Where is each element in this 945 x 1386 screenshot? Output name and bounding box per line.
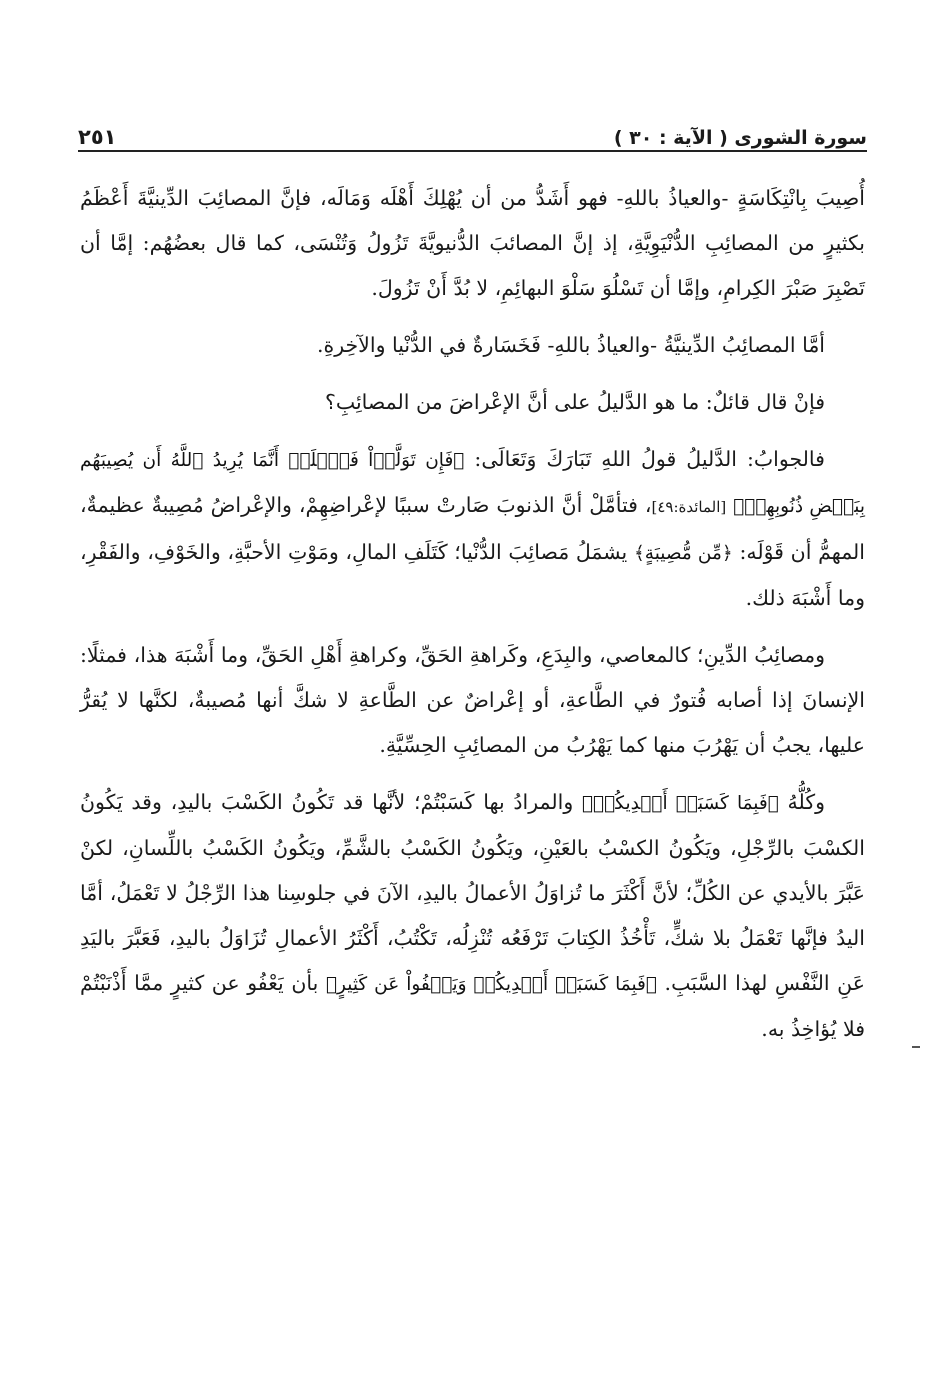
page-header [78, 108, 867, 148]
paragraph-3 [80, 380, 865, 425]
running-title: سورة الشورى ( الآية : ٣٠ ) [613, 127, 867, 149]
paragraph-text: أُصِيبَ بِانْتِكَاسَةٍ -والعياذُ باللهِ- فهو أَشَدُّ من أن يُهْلِكَ أَهْلَه وَمَالَه، فإنَّ المصائِبَ الدِّينيَّةَ أَعْظَمُ بكثيرٍ من المصائِبِ الدُّنْيَوِيَّةِ، إذ إنَّ المصائبَ الدُّنيويَّةَ تَزُولُ وَتُنْسَى، كما قال بعضُهُم: إمَّا أن تَصْبِرَ صَبْرَ الكِرامِ، وإمَّا أن تَسْلُوَ سَلْوَ البهائِمِ، لا بُدَّ أَنْ تَزُولَ. [80, 186, 865, 300]
paragraph-1 [80, 176, 865, 311]
paragraph-2 [80, 323, 865, 368]
page-body [80, 176, 865, 1064]
paragraph-text: ، فتأمَّلْ أنَّ الذنوبَ صَارتْ سببًا لإعْراضِهِمْ، والإعْراضُ مُصِيبةٌ عظيمةٌ، المهمُّ أن قَوْلَه: [80, 493, 865, 564]
paragraph-text: فإنْ قال قائلٌ: ما هو الدَّليلُ على أنَّ الإعْراضَ من المصائِبِ؟ [324, 390, 825, 414]
quran-verse: ﴿فَبِمَا كَسَبَتۡ أَيۡدِيكُمۡ﴾ [581, 793, 779, 814]
paragraph-text: ومصائِبُ الدِّينِ؛ كالمعاصي، والبِدَعِ، وكَراهةِ الحَقِّ، وكراهةِ أَهْلِ الحَقِّ، وما أَشْبَهَ هذا، فمثلًا: الإنسانَ إذا أصابه فُتورٌ في الطَّاعةِ، أو إعْراضٌ عن الطَّاعةِ لا شكَّ أنها مُصيبةٌ، لكنَّها لا يُقرُّ عليها، يجبُ أن يَهْرُبَ منها كما يَهْرُبُ من المصائِبِ الحِسِّيَّةِ. [80, 643, 865, 757]
paragraph-text: والمرادُ بها كَسَبْتُمْ؛ لأنَّها قد تَكُونُ الكَسْبَ باليدِ، وقد يَكُونُ الكسْبَ بالرِّجْلِ، ويَكُونُ الكسْبُ بالعَيْنِ، ويَكُونُ الكَسْبُ بالشَّمِّ، ويَكُونُ الكَسْبُ باللِّسانِ، لكنْ عَبَّرَ بالأيدي عن الكُلِّ؛ لأنَّ أَكْثَرَ ما تُزاوَلُ الأعمالُ باليدِ، الآنَ في جلوسِنا هذا الرِّجْلُ لا تَعْمَلُ، أمَّا اليدُ فإنَّها تَعْمَلُ بلا شكٍّ، تَأْخُذُ الكِتابَ تَرْفَعُه تُنْزِلُه، تَكْتُبُ، أَكْثَرُ الأعمالِ تُزَاوَلُ باليدِ، فَعَبَّرَ باليَدِ عَنِ النَّفْسِ لهذا السَّبَبِ. [80, 790, 865, 995]
header-rule [78, 150, 867, 152]
quran-verse: ﴿فَإِن تَوَلَّوۡاْ فَٱعۡلَمۡ أَنَّمَا يُرِيدُ ٱللَّهُ أَن يُصِيبَهُم بِبَعۡضِ ذُنُوبِهِمۡ﴾ [80, 450, 865, 517]
verse-reference: [المائدة:٤٩] [651, 498, 727, 516]
paragraph-5 [80, 633, 865, 768]
paragraph-4 [80, 437, 865, 621]
quran-verse: ﴿مِّن مُّصِيبَةٍ﴾ [633, 543, 733, 564]
paragraph-text: فالجوابُ: الدَّليلُ قولُ اللهِ تَبَارَكَ وَتَعَالَى: [474, 447, 825, 471]
paragraph-text: بأن يَعْفُو عن كثيرٍ ممَّا أَذْنَبْتُمْ فلا يُؤاخِذُ به. [80, 971, 865, 1041]
scan-margin-mark [912, 1046, 920, 1048]
paragraph-text: أمَّا المصائِبُ الدِّينيَّةُ -والعياذُ باللهِ- فَخَسَارةٌ في الدُّنْيا والآخِرةِ. [316, 333, 825, 357]
page-number: ٢٥١ [78, 125, 117, 149]
paragraph-text: وكُلُّهُ [787, 790, 825, 814]
quran-verse: ﴿فَبِمَا كَسَبَتۡ أَيۡدِيكُمۡ وَيَعۡفُواْ عَن كَثِيرٍ﴾ [325, 974, 657, 995]
paragraph-text: يشمَلُ مَصائِبَ الدُّنْيا؛ كَتَلَفِ المالِ، ومَوْتِ الأحبَّةِ، والخَوْفِ، والفَقْرِ، وما أَشْبَهَ ذلك. [80, 540, 865, 610]
paragraph-6 [80, 780, 865, 1052]
